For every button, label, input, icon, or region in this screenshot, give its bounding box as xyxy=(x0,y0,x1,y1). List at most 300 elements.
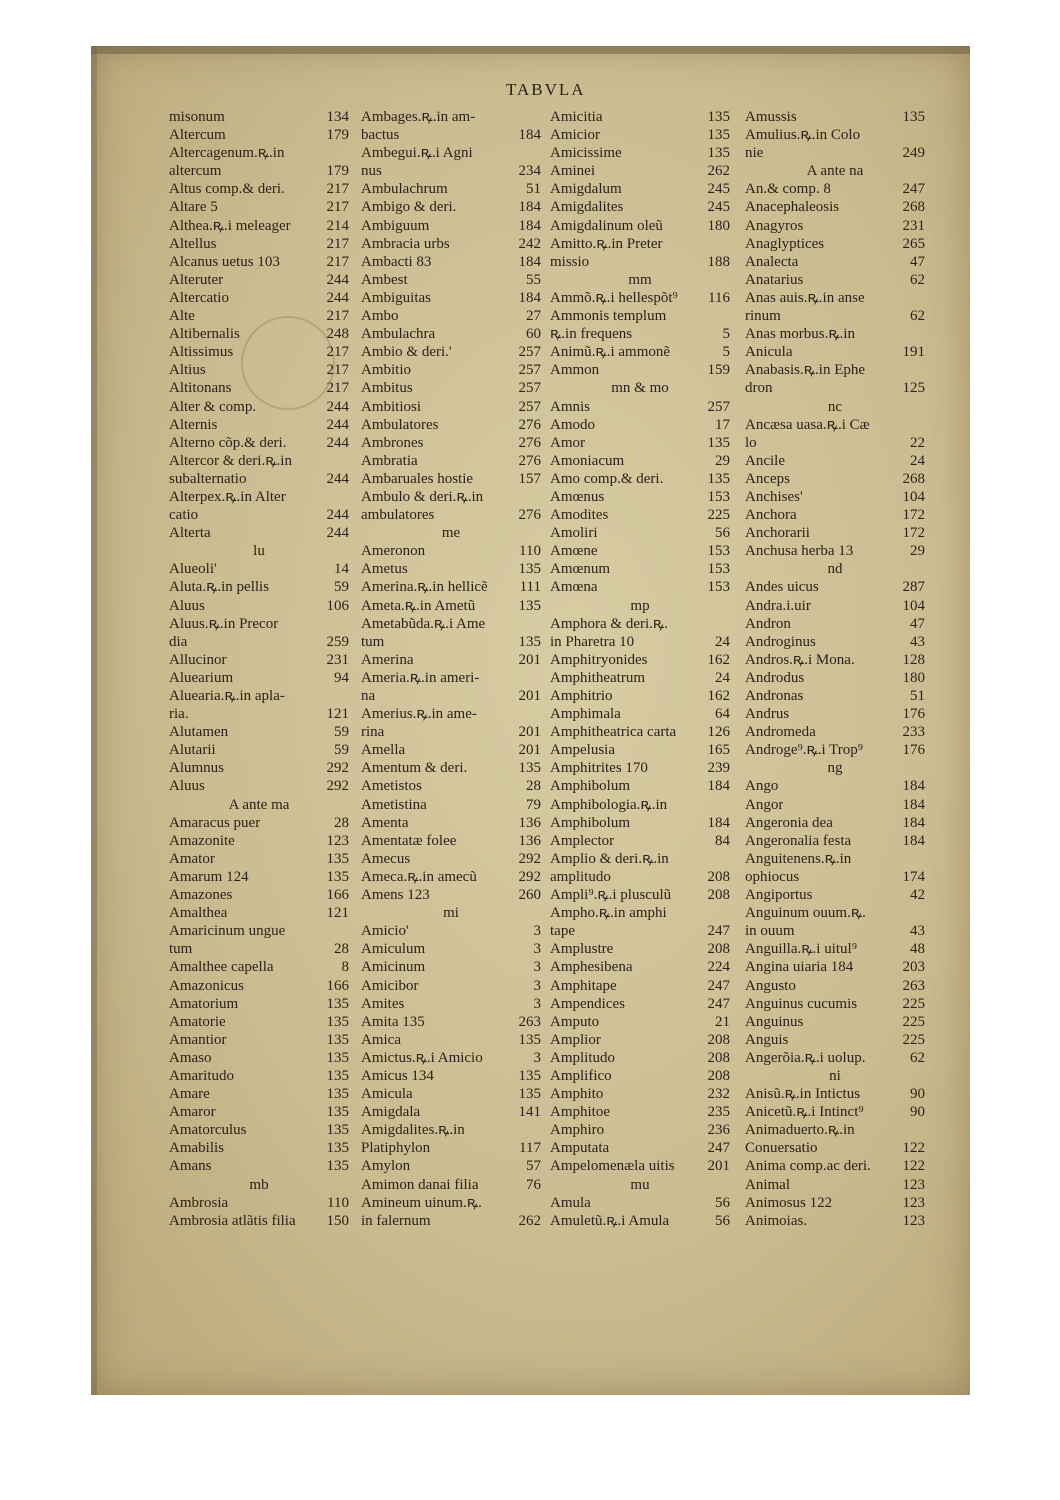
entry-page-number: 245 xyxy=(707,181,730,198)
entry-page-number: 225 xyxy=(902,995,925,1012)
entry-term: Amalthee capella xyxy=(169,959,274,976)
entry-page-number: 184 xyxy=(518,127,541,144)
index-entry xyxy=(550,705,730,723)
entry-page-number: 153 xyxy=(707,561,730,578)
entry-page-number: 135 xyxy=(518,1086,541,1103)
index-entry xyxy=(169,162,349,180)
entry-term: Amaracus puer xyxy=(169,814,261,831)
index-section-heading xyxy=(550,379,730,397)
entry-term: Amigdalites xyxy=(550,199,624,216)
entry-term: Angeronia dea xyxy=(745,814,833,831)
entry-page-number: 191 xyxy=(902,344,925,361)
entry-page-number: 276 xyxy=(518,416,541,433)
entry-page-number: 159 xyxy=(707,362,730,379)
entry-term: Aluta.ꝶ.in pellis xyxy=(169,579,270,596)
entry-page-number: 201 xyxy=(518,742,541,759)
entry-term: A ante na xyxy=(806,163,864,180)
entry-term: Anicula xyxy=(745,344,793,361)
page-header: TABVLA xyxy=(506,80,586,99)
entry-term: Amphimala xyxy=(550,706,621,723)
index-entry xyxy=(361,940,541,958)
index-entry xyxy=(550,832,730,850)
index-entry xyxy=(169,126,349,144)
entry-term: Amaso xyxy=(169,1049,212,1066)
entry-term: Amictus.ꝶ.i Amicio xyxy=(361,1049,483,1066)
index-entry xyxy=(745,850,925,868)
entry-page-number: 263 xyxy=(902,977,925,994)
entry-term: Androdus xyxy=(745,669,805,686)
index-entry xyxy=(550,1067,730,1085)
entry-page-number: 135 xyxy=(518,597,541,614)
index-entry xyxy=(550,578,730,596)
entry-page-number: 57 xyxy=(526,1158,541,1175)
entry-page-number: 22 xyxy=(910,434,925,451)
entry-page-number: 62 xyxy=(910,271,925,288)
index-entry xyxy=(361,669,541,687)
entry-term: in Pharetra 10 xyxy=(550,633,635,650)
index-entry xyxy=(169,271,349,289)
index-section-heading xyxy=(361,524,541,542)
entry-term: mb xyxy=(249,1176,269,1193)
index-entry xyxy=(550,542,730,560)
entry-page-number: 17 xyxy=(715,416,730,433)
entry-term: Platiphylon xyxy=(361,1140,431,1157)
entry-term: Amita 135 xyxy=(361,1013,425,1030)
entry-term: Alterpex.ꝶ.in Alter xyxy=(169,488,286,505)
index-entry xyxy=(361,651,541,669)
index-entry xyxy=(745,633,925,651)
entry-page-number: 135 xyxy=(326,1013,349,1030)
entry-page-number: 135 xyxy=(518,760,541,777)
index-entry xyxy=(361,705,541,723)
index-column-1 xyxy=(169,108,349,1230)
entry-page-number: 257 xyxy=(707,398,730,415)
entry-page-number: 276 xyxy=(518,452,541,469)
index-entry xyxy=(745,814,925,832)
entry-page-number: 201 xyxy=(518,651,541,668)
entry-term: Alutamen xyxy=(169,724,229,741)
entry-term: Anguinum ouum.ꝶ. xyxy=(745,905,866,922)
entry-term: Anas morbus.ꝶ.in xyxy=(745,326,856,343)
entry-term: Amentatæ folee xyxy=(361,832,457,849)
entry-term: Ambio & deri.' xyxy=(361,344,452,361)
index-entry xyxy=(745,958,925,976)
entry-page-number: 134 xyxy=(326,109,349,125)
index-entry xyxy=(169,615,349,633)
index-entry xyxy=(169,1103,349,1121)
index-entry xyxy=(169,651,349,669)
index-entry xyxy=(550,1121,730,1139)
entry-term: Amicissime xyxy=(550,145,622,162)
entry-page-number: 244 xyxy=(326,416,349,433)
entry-page-number: 247 xyxy=(902,181,925,198)
entry-page-number: 106 xyxy=(326,597,349,614)
entry-term: ophiocus xyxy=(745,868,800,885)
entry-term: rinum xyxy=(745,308,781,325)
entry-page-number: 225 xyxy=(707,507,730,524)
entry-page-number: 135 xyxy=(326,1104,349,1121)
entry-term: Amabilis xyxy=(169,1140,224,1157)
index-entry xyxy=(745,253,925,271)
index-entry xyxy=(745,434,925,452)
entry-term: Andros.ꝶ.i Mona. xyxy=(745,651,855,668)
entry-page-number: 111 xyxy=(519,579,541,596)
index-entry xyxy=(361,325,541,343)
index-entry xyxy=(361,307,541,325)
entry-term: Anceps xyxy=(745,470,790,487)
index-entry xyxy=(361,217,541,235)
index-section-heading xyxy=(169,542,349,560)
entry-page-number: 287 xyxy=(902,579,925,596)
entry-page-number: 225 xyxy=(902,1031,925,1048)
index-entry xyxy=(745,904,925,922)
entry-page-number: 184 xyxy=(902,778,925,795)
index-entry xyxy=(169,452,349,470)
entry-term: in falernum xyxy=(361,1212,431,1229)
entry-page-number: 214 xyxy=(326,217,349,234)
index-entry xyxy=(550,814,730,832)
entry-page-number: 150 xyxy=(326,1212,349,1229)
entry-term: na xyxy=(361,688,376,704)
index-entry xyxy=(169,180,349,198)
entry-term: Amantior xyxy=(169,1031,227,1048)
index-entry xyxy=(361,922,541,940)
entry-term: Ango xyxy=(745,778,779,795)
index-entry xyxy=(745,1176,925,1194)
index-section-heading xyxy=(550,271,730,289)
entry-term: Ambiguum xyxy=(361,217,430,234)
index-section-heading xyxy=(745,560,925,578)
entry-term: Alteruter xyxy=(169,271,224,288)
entry-page-number: 162 xyxy=(707,651,730,668)
entry-page-number: 24 xyxy=(715,669,730,686)
entry-page-number: 244 xyxy=(326,398,349,415)
entry-term: Amecus xyxy=(361,850,411,867)
entry-page-number: 235 xyxy=(707,1104,730,1121)
entry-term: tum xyxy=(169,941,193,958)
entry-page-number: 244 xyxy=(326,271,349,288)
entry-term: Animũ.ꝶ.i ammonẽ xyxy=(550,344,671,361)
entry-page-number: 5 xyxy=(722,326,730,343)
index-entry xyxy=(550,1049,730,1067)
entry-page-number: 55 xyxy=(526,271,541,288)
entry-page-number: 257 xyxy=(518,398,541,415)
entry-term: Andra.i.uir xyxy=(745,597,811,614)
entry-term: Ambulo & deri.ꝶ.in xyxy=(361,488,484,505)
entry-term: Aluus xyxy=(169,597,205,614)
index-entry xyxy=(745,886,925,904)
entry-page-number: 244 xyxy=(326,507,349,524)
index-entry xyxy=(361,1013,541,1031)
entry-term: Alterta xyxy=(169,525,211,542)
entry-page-number: 123 xyxy=(326,832,349,849)
entry-page-number: 260 xyxy=(518,887,541,904)
entry-term: Amplior xyxy=(550,1031,601,1048)
index-entry xyxy=(169,759,349,777)
index-entry xyxy=(361,1031,541,1049)
index-entry xyxy=(169,307,349,325)
entry-term: Amaricinum ungue xyxy=(169,923,286,940)
index-entry xyxy=(745,1049,925,1067)
index-entry xyxy=(745,977,925,995)
index-entry xyxy=(550,180,730,198)
entry-term: Altitonans xyxy=(169,380,232,397)
entry-term: Amigdalum xyxy=(550,181,622,198)
entry-term: Amaror xyxy=(169,1104,216,1121)
entry-term: missio xyxy=(550,253,590,270)
entry-term: Amphito xyxy=(550,1086,604,1103)
entry-term: Ambracia urbs xyxy=(361,235,450,252)
entry-term: Anguis xyxy=(745,1031,789,1048)
entry-term: ria. xyxy=(169,706,189,723)
entry-page-number: 56 xyxy=(715,1212,730,1229)
index-entry xyxy=(550,108,730,126)
index-entry xyxy=(169,1013,349,1031)
index-entry xyxy=(745,615,925,633)
index-entry xyxy=(361,144,541,162)
entry-page-number: 225 xyxy=(902,1013,925,1030)
index-entry xyxy=(550,524,730,542)
entry-term: Anicetũ.ꝶ.i Intinct⁹ xyxy=(745,1104,864,1121)
index-entry xyxy=(361,1085,541,1103)
entry-page-number: 184 xyxy=(902,814,925,831)
entry-term: Ambitus xyxy=(361,380,413,397)
entry-term: Amicinum xyxy=(361,959,426,976)
index-entry xyxy=(169,253,349,271)
entry-term: Amare xyxy=(169,1086,210,1103)
index-entry xyxy=(550,1013,730,1031)
index-entry xyxy=(745,542,925,560)
entry-page-number: 59 xyxy=(334,742,349,759)
index-entry xyxy=(361,814,541,832)
index-entry xyxy=(745,289,925,307)
index-entry xyxy=(745,180,925,198)
index-entry xyxy=(361,289,541,307)
index-entry xyxy=(169,922,349,940)
index-section-heading xyxy=(169,796,349,814)
index-entry xyxy=(361,470,541,488)
entry-term: Amentum & deri. xyxy=(361,760,468,777)
entry-page-number: 247 xyxy=(707,977,730,994)
entry-term: Amphesibena xyxy=(550,959,633,976)
index-entry xyxy=(745,343,925,361)
index-entry xyxy=(361,198,541,216)
entry-term: Ambitiosi xyxy=(361,398,422,415)
entry-page-number: 135 xyxy=(326,868,349,885)
index-entry xyxy=(745,832,925,850)
index-entry xyxy=(361,434,541,452)
entry-term: nie xyxy=(745,145,764,162)
entry-page-number: 179 xyxy=(326,163,349,180)
index-entry xyxy=(550,687,730,705)
entry-page-number: 126 xyxy=(707,724,730,741)
entry-term: Ametus xyxy=(361,561,408,578)
entry-term: Androginus xyxy=(745,633,816,650)
entry-term: Alternis xyxy=(169,416,218,433)
entry-term: Amputata xyxy=(550,1140,610,1157)
entry-page-number: 157 xyxy=(518,470,541,487)
entry-page-number: 217 xyxy=(326,199,349,216)
entry-term: Amicitia xyxy=(550,109,603,125)
entry-page-number: 125 xyxy=(902,380,925,397)
entry-page-number: 135 xyxy=(518,1031,541,1048)
index-entry xyxy=(361,1157,541,1175)
entry-page-number: 180 xyxy=(902,669,925,686)
entry-term: Ancæsa uasa.ꝶ.i Cæ xyxy=(745,416,870,433)
entry-page-number: 201 xyxy=(518,688,541,704)
entry-term: misonum xyxy=(169,109,225,125)
entry-term: Ambratia xyxy=(361,452,418,469)
index-entry xyxy=(361,452,541,470)
index-entry xyxy=(361,796,541,814)
index-entry xyxy=(361,1103,541,1121)
entry-term: Amites xyxy=(361,995,405,1012)
entry-page-number: 184 xyxy=(518,289,541,306)
entry-term: Ambages.ꝶ.in am- xyxy=(361,109,476,125)
entry-term: nus xyxy=(361,163,382,180)
entry-term: Ampelusia xyxy=(550,742,615,759)
index-section-heading xyxy=(550,1176,730,1194)
index-entry xyxy=(550,995,730,1013)
entry-page-number: 3 xyxy=(533,977,541,994)
entry-term: Altercatio xyxy=(169,289,229,306)
index-entry xyxy=(745,325,925,343)
entry-term: amplitudo xyxy=(550,868,611,885)
entry-term: Amens 123 xyxy=(361,887,430,904)
entry-term: Ambigo & deri. xyxy=(361,199,457,216)
entry-page-number: 234 xyxy=(518,163,541,180)
entry-term: Amoliri xyxy=(550,525,598,542)
index-entry xyxy=(745,922,925,940)
entry-term: Amatorculus xyxy=(169,1122,247,1139)
entry-term: Allucinor xyxy=(169,651,227,668)
index-entry xyxy=(745,1013,925,1031)
entry-term: Amerina.ꝶ.in hellicẽ xyxy=(361,579,488,596)
index-entry xyxy=(550,162,730,180)
entry-page-number: 117 xyxy=(519,1140,541,1157)
entry-term: Amula xyxy=(550,1194,591,1211)
entry-term: ambulatores xyxy=(361,507,435,524)
index-entry xyxy=(745,687,925,705)
entry-term: Angeronalia festa xyxy=(745,832,852,849)
index-entry xyxy=(169,723,349,741)
index-entry xyxy=(745,452,925,470)
entry-term: ng xyxy=(827,760,843,777)
entry-page-number: 180 xyxy=(707,217,730,234)
index-entry xyxy=(550,1139,730,1157)
entry-page-number: 123 xyxy=(902,1212,925,1229)
entry-page-number: 231 xyxy=(326,651,349,668)
entry-page-number: 121 xyxy=(326,905,349,922)
entry-term: Alutarii xyxy=(169,742,216,759)
index-entry xyxy=(361,850,541,868)
entry-term: Ambrosia atlãtis filia xyxy=(169,1212,296,1229)
entry-page-number: 56 xyxy=(715,525,730,542)
entry-page-number: 247 xyxy=(707,995,730,1012)
entry-term: Ameca.ꝶ.in amecũ xyxy=(361,868,477,885)
entry-term: mi xyxy=(443,905,459,922)
entry-term: Amœnus xyxy=(550,488,605,505)
entry-term: Amphitrites 170 xyxy=(550,760,648,777)
entry-term: Andes uicus xyxy=(745,579,819,596)
index-entry xyxy=(550,904,730,922)
index-entry xyxy=(745,651,925,669)
entry-page-number: 276 xyxy=(518,507,541,524)
entry-page-number: 244 xyxy=(326,289,349,306)
entry-term: Amplitudo xyxy=(550,1049,616,1066)
entry-term: Amazonite xyxy=(169,832,235,849)
entry-page-number: 153 xyxy=(707,543,730,560)
index-section-heading xyxy=(745,759,925,777)
index-entry xyxy=(169,1067,349,1085)
entry-page-number: 236 xyxy=(707,1122,730,1139)
index-entry xyxy=(745,198,925,216)
entry-term: Amputo xyxy=(550,1013,600,1030)
entry-page-number: 276 xyxy=(518,434,541,451)
entry-page-number: 128 xyxy=(902,651,925,668)
index-entry xyxy=(169,524,349,542)
entry-page-number: 116 xyxy=(708,289,730,306)
entry-term: Ampelomenæla uitis xyxy=(550,1158,675,1175)
entry-term: Anima comp.ac deri. xyxy=(745,1158,871,1175)
index-entry xyxy=(745,379,925,397)
entry-term: Amicus 134 xyxy=(361,1067,434,1084)
entry-term: nc xyxy=(827,398,843,415)
index-entry xyxy=(745,705,925,723)
entry-term: Amimon danai filia xyxy=(361,1176,479,1193)
index-section-heading xyxy=(745,162,925,180)
index-entry xyxy=(169,1049,349,1067)
index-entry xyxy=(361,995,541,1013)
index-entry xyxy=(745,723,925,741)
entry-page-number: 122 xyxy=(902,1158,925,1175)
index-entry xyxy=(169,1194,349,1212)
index-entry xyxy=(550,1212,730,1230)
entry-term: Amplustre xyxy=(550,941,614,958)
index-entry xyxy=(361,741,541,759)
entry-term: Animoias. xyxy=(745,1212,808,1229)
entry-term: Ametistos xyxy=(361,778,422,795)
index-entry xyxy=(550,560,730,578)
entry-term: Ambacti 83 xyxy=(361,253,432,270)
entry-term: subalternatio xyxy=(169,470,247,487)
entry-page-number: 203 xyxy=(902,959,925,976)
entry-term: Amenta xyxy=(361,814,409,831)
entry-term: Andrus xyxy=(745,706,790,723)
entry-page-number: 135 xyxy=(518,633,541,650)
entry-term: Amussis xyxy=(745,109,797,125)
entry-page-number: 135 xyxy=(707,127,730,144)
index-entry xyxy=(169,1121,349,1139)
entry-term: Amigdalites.ꝶ.in xyxy=(361,1122,465,1139)
entry-term: Amphiro xyxy=(550,1122,605,1139)
entry-term: Ambegui.ꝶ.i Agni xyxy=(361,145,473,162)
entry-page-number: 3 xyxy=(533,959,541,976)
entry-page-number: 224 xyxy=(707,959,730,976)
index-entry xyxy=(550,434,730,452)
entry-term: Amaritudo xyxy=(169,1067,234,1084)
entry-page-number: 242 xyxy=(518,235,541,252)
index-entry xyxy=(745,307,925,325)
index-entry xyxy=(169,687,349,705)
index-entry xyxy=(169,995,349,1013)
index-entry xyxy=(745,1121,925,1139)
index-entry xyxy=(550,144,730,162)
entry-term: Andron xyxy=(745,615,791,632)
entry-term: me xyxy=(441,525,461,542)
entry-term: Ammõ.ꝶ.i hellespõt⁹ xyxy=(550,289,678,306)
index-entry xyxy=(745,669,925,687)
